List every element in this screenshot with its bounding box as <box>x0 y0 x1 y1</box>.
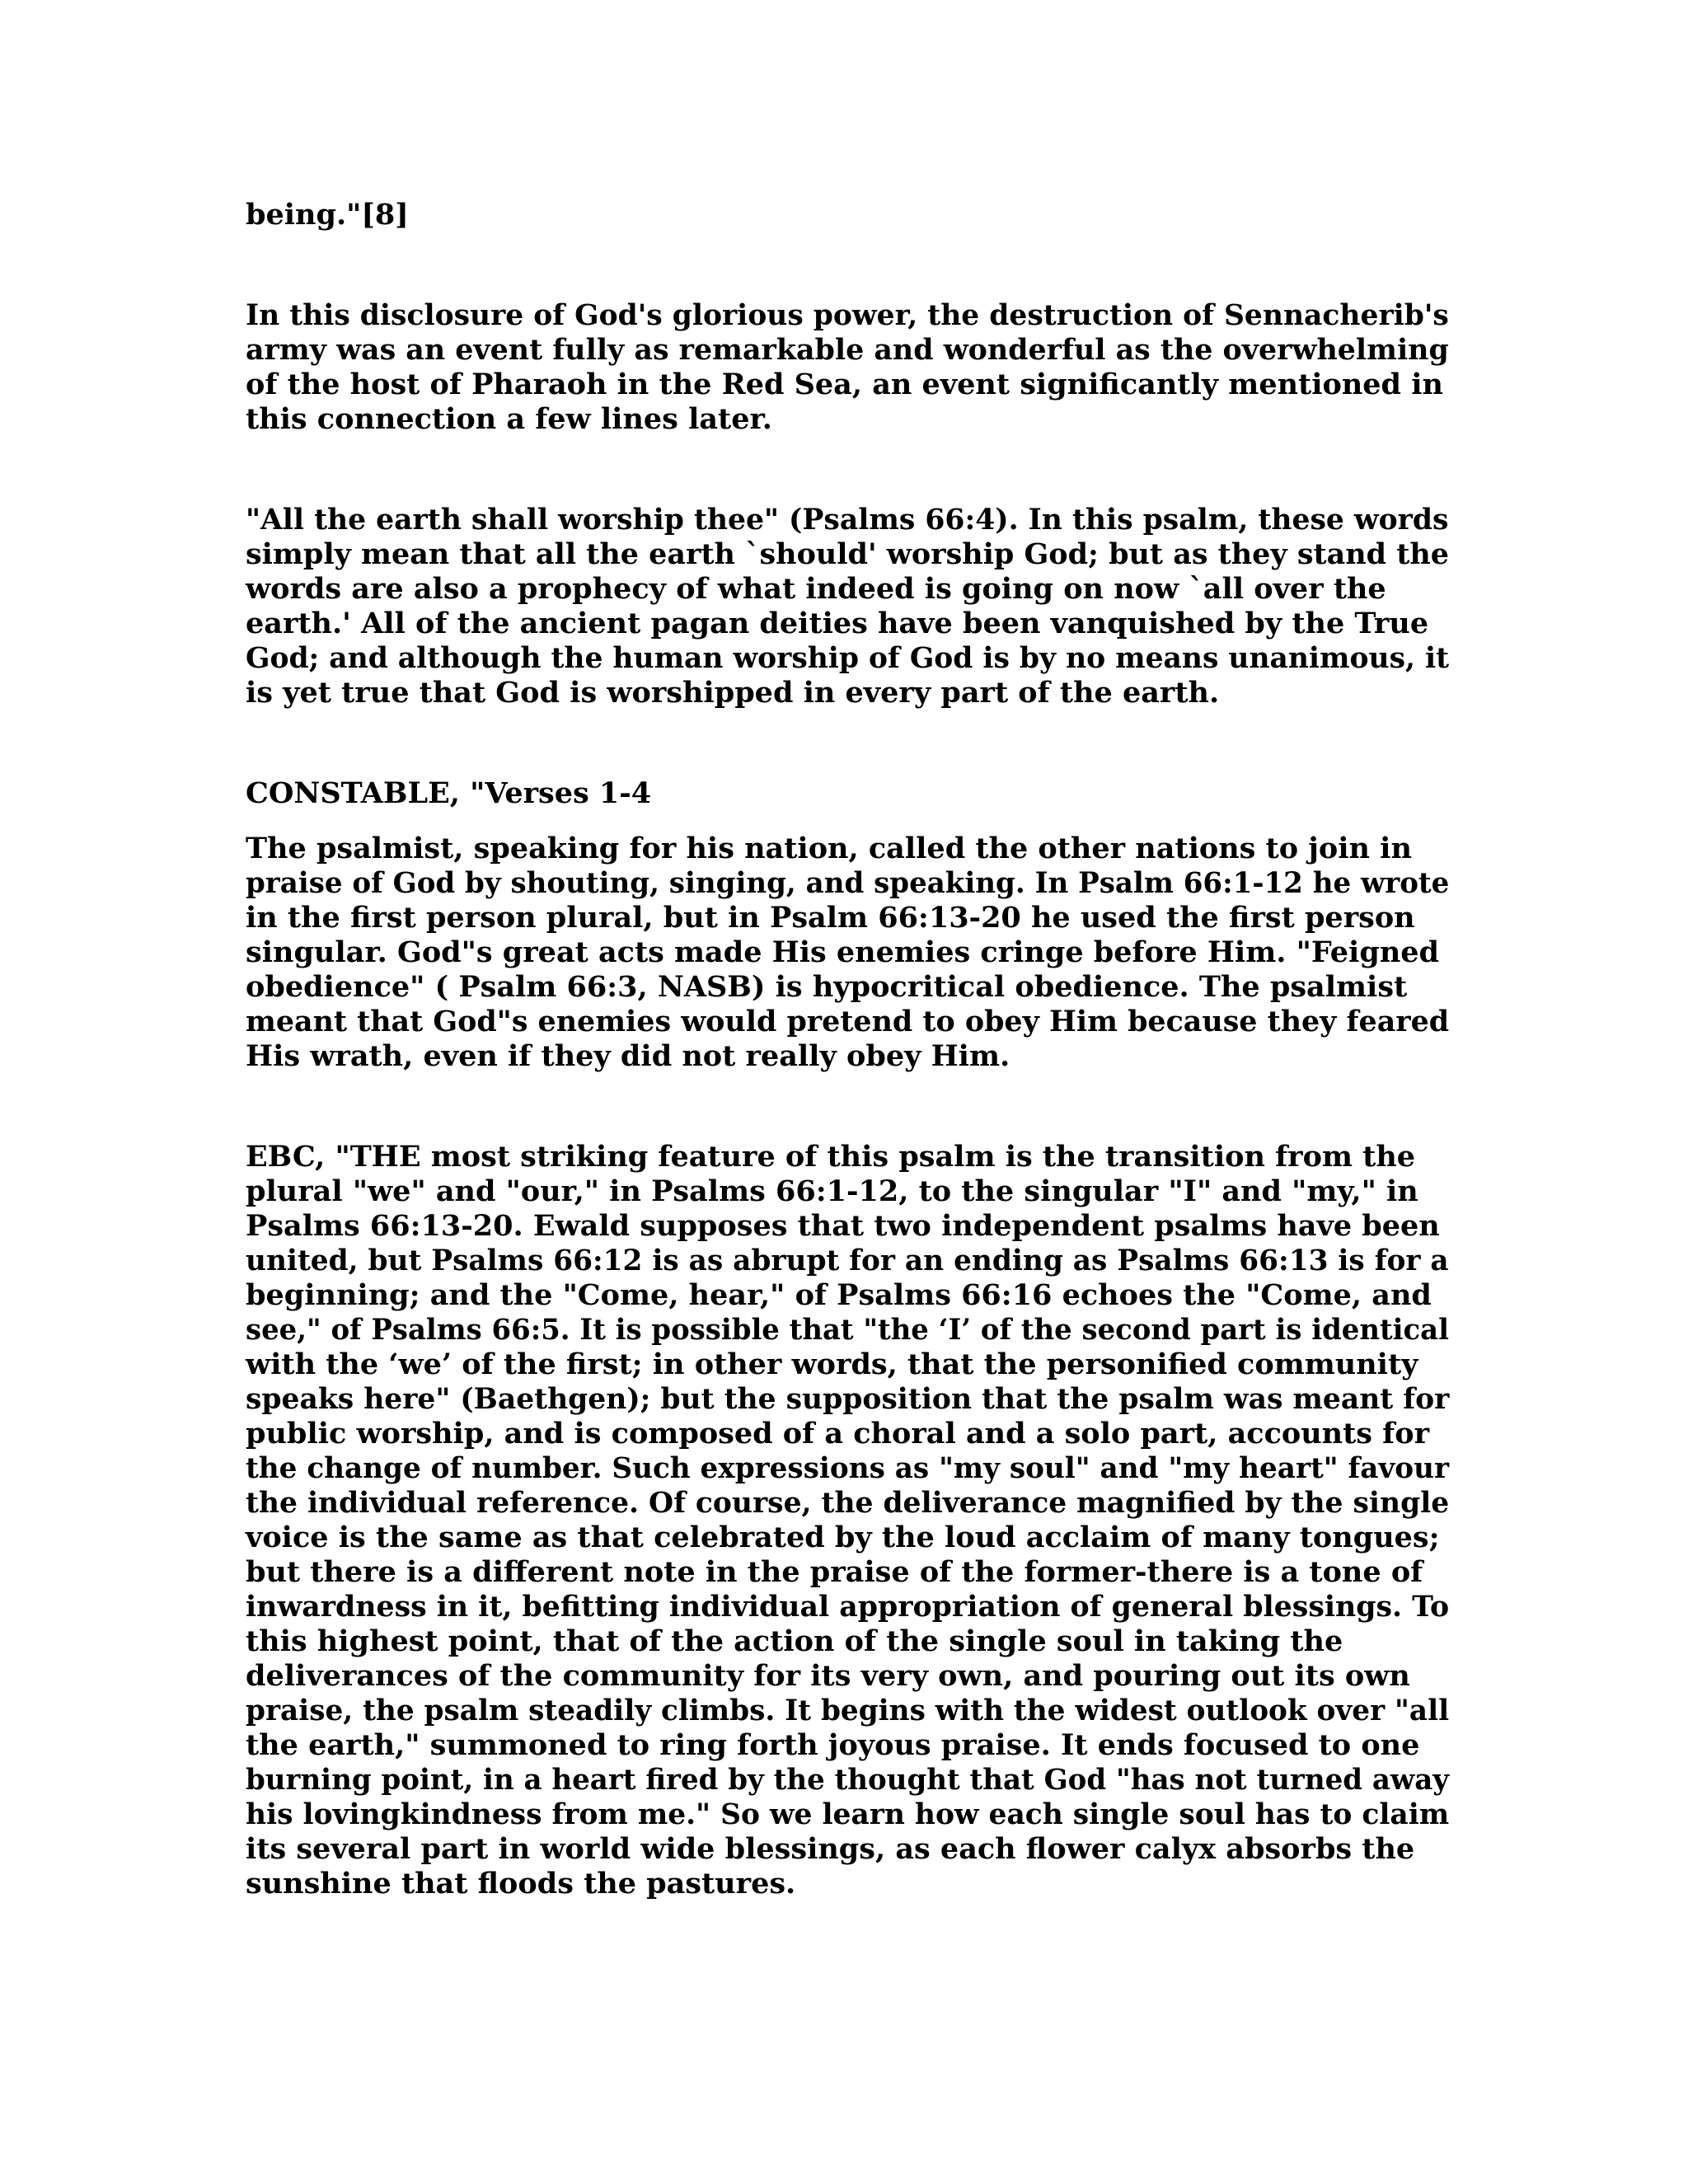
text-line: plural "we" and "our," in Psalms 66:1-12, to the singular "I" and "my," in <box>246 1174 1418 1208</box>
text-line: his lovingkindness from me." So we learn how each single soul has to claim <box>246 1797 1450 1831</box>
text-line: deliverances of the community for its very own, and pouring out its own <box>246 1659 1410 1693</box>
text-line: speaks here" (Baethgen); but the supposition that the psalm was meant for <box>246 1382 1450 1416</box>
text-line: see," of Psalms 66:5. It is possible that "the ‘I’ of the second part is identical <box>246 1313 1449 1347</box>
text-line: In this disclosure of God's glorious power, the destruction of Sennacherib's <box>246 298 1449 332</box>
text-line: inwardness in it, befitting individual appropriation of general blessings. To <box>246 1590 1450 1624</box>
text-line: of the host of Pharaoh in the Red Sea, an event significantly mentioned in <box>246 368 1443 401</box>
text-line: meant that God"s enemies would pretend to obey Him because they feared <box>246 1005 1450 1038</box>
text-line: EBC, "THE most striking feature of this psalm is the transition from the <box>246 1140 1416 1174</box>
text-line: united, but Psalms 66:12 is as abrupt for an ending as Psalms 66:13 is for a <box>246 1244 1449 1277</box>
text-line: its several part in world wide blessings, as each flower calyx absorbs the <box>246 1832 1415 1866</box>
text-line: burning point, in a heart fired by the thought that God "has not turned away <box>246 1763 1450 1797</box>
text-line: Psalms 66:13-20. Ewald supposes that two independent psalms have been <box>246 1209 1440 1243</box>
text-line: public worship, and is composed of a choral and a solo part, accounts for <box>246 1417 1430 1451</box>
text-line: the change of number. Such expressions as "my soul" and "my heart" favour <box>246 1451 1449 1485</box>
text-line: is yet true that God is worshipped in every part of the earth. <box>246 676 1220 710</box>
text-line: voice is the same as that celebrated by the loud acclaim of many tongues; <box>246 1521 1440 1554</box>
text-line: being."[8] <box>246 198 409 232</box>
text-line: beginning; and the "Come, hear," of Psalms 66:16 echoes the "Come, and <box>246 1278 1432 1312</box>
text-line: praise, the psalm steadily climbs. It begins with the widest outlook over "all <box>246 1694 1450 1727</box>
text-line: The psalmist, speaking for his nation, called the other nations to join in <box>246 832 1412 865</box>
text-line: this connection a few lines later. <box>246 402 772 436</box>
text-line: praise of God by shouting, singing, and speaking. In Psalm 66:1-12 he wrote <box>246 866 1450 900</box>
text-line: "All the earth shall worship thee" (Psalms 66:4). In this psalm, these words <box>246 503 1449 537</box>
text-line: the earth," summoned to ring forth joyous praise. It ends focused to one <box>246 1728 1420 1762</box>
text-line: army was an event fully as remarkable and wonderful as the overwhelming <box>246 333 1449 367</box>
text-line: His wrath, even if they did not really obey Him. <box>246 1039 1010 1073</box>
section-heading: CONSTABLE, "Verses 1-4 <box>246 776 652 810</box>
text-line: earth.' All of the ancient pagan deities have been vanquished by the True <box>246 607 1429 640</box>
text-line: with the ‘we’ of the first; in other words, that the personified community <box>246 1347 1418 1381</box>
text-line: in the first person plural, but in Psalm 66:13-20 he used the first person <box>246 901 1415 935</box>
text-line: this highest point, that of the action of the single soul in taking the <box>246 1624 1343 1658</box>
text-line: words are also a prophecy of what indeed is going on now `all over the <box>246 572 1386 606</box>
text-line: simply mean that all the earth `should' worship God; but as they stand the <box>246 537 1450 571</box>
text-line: the individual reference. Of course, the deliverance magnified by the single <box>246 1486 1450 1520</box>
text-line: sunshine that floods the pastures. <box>246 1867 796 1900</box>
text-line: singular. God"s great acts made His enemies cringe before Him. "Feigned <box>246 935 1440 969</box>
text-line: obedience" ( Psalm 66:3, NASB) is hypocritical obedience. The psalmist <box>246 970 1408 1004</box>
text-line: God; and although the human worship of God is by no means unanimous, it <box>246 641 1450 675</box>
text-line: but there is a different note in the praise of the former-there is a tone of <box>246 1555 1423 1589</box>
